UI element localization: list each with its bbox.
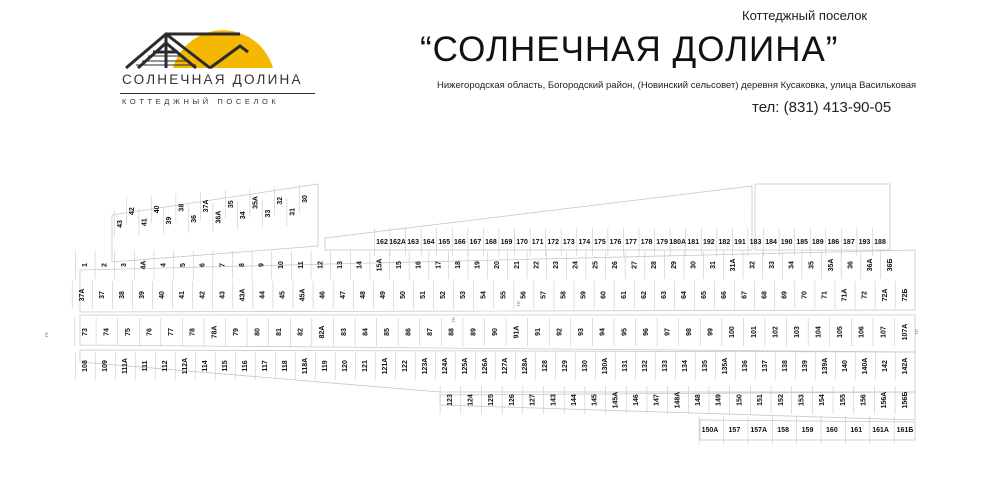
plot-label[interactable]: 34 xyxy=(240,211,248,220)
plot-label[interactable]: 109 xyxy=(101,360,109,372)
plot-label[interactable]: 145 xyxy=(591,394,599,406)
plot-label[interactable]: 39 xyxy=(139,291,147,299)
plot-label[interactable]: 94 xyxy=(599,328,607,336)
plot-label[interactable]: 121 xyxy=(361,360,369,372)
settlement-name: “СОЛНЕЧНАЯ ДОЛИНА” xyxy=(420,30,839,69)
plot-label[interactable]: 84 xyxy=(362,328,370,336)
plot-label[interactable]: 29 xyxy=(670,261,678,269)
plot-label[interactable]: 169 xyxy=(500,238,513,246)
plot-label[interactable]: 14 xyxy=(356,261,364,269)
plot-label[interactable]: 135 xyxy=(701,360,709,372)
plot-label[interactable]: 102 xyxy=(772,326,780,338)
plot-label[interactable]: 32 xyxy=(749,261,757,269)
plot-label[interactable]: 95 xyxy=(621,328,629,336)
plot-label[interactable]: 33 xyxy=(264,209,272,218)
plot-label[interactable]: 156 xyxy=(860,394,868,406)
plot-label[interactable]: 36Б xyxy=(886,258,894,272)
plot-label[interactable]: 59 xyxy=(580,291,588,299)
plot-label[interactable]: 43 xyxy=(219,291,227,299)
plot-label[interactable]: 55 xyxy=(500,291,508,299)
plot-label[interactable]: 36А xyxy=(215,210,223,224)
plot-label[interactable]: 190 xyxy=(780,238,793,246)
plot-label[interactable]: 108 xyxy=(81,360,89,372)
plot-label[interactable]: 54 xyxy=(480,291,488,299)
plot-label[interactable]: 38 xyxy=(118,291,126,299)
plot-label[interactable]: 18 xyxy=(454,261,462,269)
plot-label[interactable]: 150А xyxy=(701,426,719,434)
plot-label[interactable]: 46 xyxy=(319,291,327,299)
plot-label[interactable]: 4А xyxy=(140,260,148,270)
plot-label[interactable]: 171 xyxy=(531,238,544,246)
plot-label[interactable]: 6 xyxy=(199,263,207,267)
plot-label[interactable]: 99 xyxy=(707,328,715,336)
plot-label[interactable]: 66 xyxy=(721,291,729,299)
plot-label[interactable]: 65 xyxy=(701,291,709,299)
plot-label[interactable]: 165 xyxy=(438,238,451,246)
plot-block xyxy=(80,250,915,312)
plot-label[interactable]: 115 xyxy=(221,360,229,372)
plot-label[interactable]: 35 xyxy=(227,200,235,209)
plot-label[interactable]: 193 xyxy=(858,238,871,246)
plot-label[interactable]: 75 xyxy=(125,328,133,336)
plot-label[interactable]: 53 xyxy=(460,291,468,299)
plot-label[interactable]: 187 xyxy=(843,238,855,246)
plot-label[interactable]: 123 xyxy=(446,394,454,406)
plot-label[interactable]: 186 xyxy=(827,238,840,246)
plot-label[interactable]: 175 xyxy=(594,238,606,246)
plot-label[interactable]: 72Б xyxy=(901,288,909,302)
plot-label[interactable]: 51 xyxy=(420,291,428,299)
plot-label[interactable]: 47 xyxy=(339,291,347,299)
plot-label[interactable]: 41 xyxy=(141,218,149,227)
plot-label[interactable]: 40 xyxy=(159,291,167,299)
plot-label[interactable]: 123А xyxy=(421,357,429,375)
plot-label[interactable]: 42 xyxy=(129,207,137,216)
plot-label[interactable]: 179 xyxy=(656,238,668,246)
plot-label[interactable]: 161Б xyxy=(896,426,914,434)
plot-label[interactable]: 90 xyxy=(491,328,499,336)
plot-label[interactable]: 49 xyxy=(379,291,387,299)
plot-label[interactable]: 85 xyxy=(383,328,391,336)
contact-phone: тел: (831) 413-90-05 xyxy=(752,99,892,116)
plot-label[interactable]: 74 xyxy=(103,328,111,336)
plot-label[interactable]: 160 xyxy=(826,426,838,434)
plot-label[interactable]: 188 xyxy=(874,238,886,246)
plot-label[interactable]: 87 xyxy=(427,328,435,336)
plot-label[interactable]: 154 xyxy=(819,394,827,406)
plot-label[interactable]: 62 xyxy=(640,291,648,299)
plot-label[interactable]: 142А xyxy=(901,357,909,375)
plot-label[interactable]: 43 xyxy=(116,220,124,228)
plot-label[interactable]: 37 xyxy=(98,291,106,299)
plot-label[interactable]: 137 xyxy=(761,360,769,372)
plot-label[interactable]: 48 xyxy=(359,291,367,299)
plot-label[interactable]: 128 xyxy=(541,360,549,372)
plot-label[interactable]: 5 xyxy=(180,263,188,267)
plot-label[interactable]: 21 xyxy=(513,261,521,269)
logo-title: СОЛНЕЧНАЯ ДОЛИНА xyxy=(122,72,303,87)
plot-label[interactable]: 101 xyxy=(750,326,758,338)
plot-label[interactable]: 64 xyxy=(681,291,689,299)
plot-label[interactable]: 36 xyxy=(190,214,198,223)
plot-label[interactable]: 72 xyxy=(861,291,869,299)
plot-label[interactable]: 124А xyxy=(441,357,449,375)
plot-label[interactable]: 92 xyxy=(556,328,564,336)
plot-label[interactable]: 152 xyxy=(777,394,785,406)
plot-label[interactable]: 146 xyxy=(632,394,640,406)
plot-label[interactable]: 42 xyxy=(199,291,207,299)
plot-label[interactable]: 15 xyxy=(395,261,403,269)
transformer-label: ТП xyxy=(44,332,49,338)
plot-label[interactable]: 91А xyxy=(513,325,521,339)
plot-label[interactable]: 1 xyxy=(81,263,89,267)
plot-label[interactable]: 33 xyxy=(769,261,777,269)
plot-label[interactable]: 70 xyxy=(801,291,809,299)
plot-label[interactable]: 140А xyxy=(861,357,869,375)
plot-label[interactable]: 16 xyxy=(415,261,423,269)
plot-label[interactable]: 182 xyxy=(718,238,731,246)
plot-label[interactable]: 45А xyxy=(299,288,307,302)
plot-label[interactable]: 135А xyxy=(721,357,729,375)
plot-label[interactable]: 31 xyxy=(289,207,297,216)
transformer-label: ТП xyxy=(914,329,919,335)
settlement-type: Коттеджный поселок xyxy=(742,8,868,23)
plot-label[interactable]: 157 xyxy=(728,426,741,434)
plot-label[interactable]: 139 xyxy=(801,360,809,372)
plot-label[interactable]: 116 xyxy=(241,360,249,372)
plot-label[interactable]: 7 xyxy=(219,263,227,267)
plot-label[interactable]: 125А xyxy=(461,357,469,375)
plot-label[interactable]: 183 xyxy=(749,238,762,246)
plot-label[interactable]: 67 xyxy=(741,291,749,299)
plot-label[interactable]: 41 xyxy=(179,291,187,299)
plot-label[interactable]: 173 xyxy=(562,238,575,246)
plot-label[interactable]: 71 xyxy=(821,291,829,299)
plot-label[interactable]: 126А xyxy=(481,357,489,375)
plot-label[interactable]: 119 xyxy=(321,360,329,372)
plot-label[interactable]: 35 xyxy=(808,261,816,269)
plot-label[interactable]: 10 xyxy=(278,261,286,269)
plot-label[interactable]: 35А xyxy=(252,196,260,209)
plot-label[interactable]: 129 xyxy=(561,360,569,372)
plot-label[interactable]: 151 xyxy=(757,394,765,406)
plot-label[interactable]: 56 xyxy=(520,291,528,299)
plot-label[interactable]: 32 xyxy=(277,196,285,205)
plot-label[interactable]: 121А xyxy=(381,357,389,375)
plot-label[interactable]: 159 xyxy=(801,426,814,434)
plot-label[interactable]: 148 xyxy=(695,394,703,406)
plot-label[interactable]: 8 xyxy=(238,263,246,267)
plot-label[interactable]: 111 xyxy=(141,360,149,372)
plot-label[interactable]: 114 xyxy=(201,360,209,372)
plot-label[interactable]: 138 xyxy=(781,360,789,372)
plot-label[interactable]: 37А xyxy=(203,199,211,213)
plot-label[interactable]: 19 xyxy=(474,261,482,269)
plot-label[interactable]: 77 xyxy=(168,328,176,336)
plot-label[interactable]: 111А xyxy=(121,358,129,374)
plot-label[interactable]: 143 xyxy=(550,394,558,406)
plot-label[interactable]: 72А xyxy=(881,288,889,302)
plot-label[interactable]: 191 xyxy=(734,238,746,246)
plot-label[interactable]: 120 xyxy=(341,360,349,372)
plot-label[interactable]: 23 xyxy=(553,261,561,269)
plot-label[interactable]: 130 xyxy=(581,360,589,372)
plot-label[interactable]: 156А xyxy=(881,391,889,409)
plot-label[interactable]: 57 xyxy=(540,291,548,299)
plot-label[interactable]: 73 xyxy=(81,328,89,336)
plot-label[interactable]: 9 xyxy=(258,263,266,267)
plot-label[interactable]: 162 xyxy=(376,238,388,246)
plot-label[interactable]: 112 xyxy=(161,360,169,372)
plot-label[interactable]: 104 xyxy=(815,326,823,338)
plot-label[interactable]: 133 xyxy=(661,360,669,372)
plot-label[interactable]: 131 xyxy=(621,360,629,372)
plot-label[interactable]: 82 xyxy=(297,328,305,336)
plot-label[interactable]: 180А xyxy=(669,238,687,246)
plot-label[interactable]: 167 xyxy=(469,238,482,246)
plot-label[interactable]: 93 xyxy=(578,328,586,336)
plot-label[interactable]: 52 xyxy=(440,291,448,299)
plot-label[interactable]: 44 xyxy=(259,291,267,299)
plot-label[interactable]: 60 xyxy=(600,291,608,299)
plot-label[interactable]: 89 xyxy=(470,328,478,336)
plot-label[interactable]: 158 xyxy=(777,426,789,434)
plot-label[interactable]: 96 xyxy=(642,328,650,336)
plot-label[interactable]: 181 xyxy=(687,238,700,246)
plot-label[interactable]: 118 xyxy=(281,360,289,372)
plot-label[interactable]: 127А xyxy=(501,357,509,375)
plot-label[interactable]: 30 xyxy=(301,195,309,203)
plot-label[interactable]: 177 xyxy=(625,238,637,246)
plot-label[interactable]: 164 xyxy=(422,238,435,246)
plot-label[interactable]: 145А xyxy=(612,391,620,409)
plot-label[interactable]: 153 xyxy=(798,394,806,406)
plot-label[interactable]: 126 xyxy=(508,394,516,406)
plot-label[interactable]: 155 xyxy=(839,394,847,406)
plot-label[interactable]: 37А xyxy=(78,288,86,302)
plot-label[interactable]: 88 xyxy=(448,328,456,336)
plot-label[interactable]: 161 xyxy=(850,426,863,434)
plot-label[interactable]: 34 xyxy=(788,261,796,269)
plot-label[interactable]: 132 xyxy=(641,360,649,372)
plot-label[interactable]: 61 xyxy=(620,291,628,299)
plot-label[interactable]: 192 xyxy=(702,238,715,246)
plot-label[interactable]: 15А xyxy=(376,258,384,272)
plot-label[interactable]: 184 xyxy=(765,238,777,246)
plot-label[interactable]: 40 xyxy=(153,205,161,214)
plot-label[interactable]: 156Б xyxy=(901,391,909,409)
plot-label[interactable]: 144 xyxy=(570,394,578,406)
plot-label[interactable]: 107 xyxy=(880,326,888,338)
plot-label[interactable]: 103 xyxy=(793,326,801,338)
plot-label[interactable]: 163 xyxy=(407,238,419,246)
plot-label[interactable]: 35А xyxy=(827,258,835,272)
plot-label[interactable]: 78 xyxy=(189,328,197,336)
plot-label[interactable]: 81 xyxy=(276,328,284,336)
plot-label[interactable]: 17 xyxy=(435,261,443,269)
plot-label[interactable]: 106 xyxy=(858,326,866,338)
plot-label[interactable]: 149 xyxy=(715,394,723,406)
plot-label[interactable]: 189 xyxy=(811,238,824,246)
plot-label[interactable]: 130А xyxy=(601,357,609,375)
plot-label[interactable]: 147 xyxy=(653,394,661,406)
transformer-label: ТП xyxy=(451,317,456,323)
plot-label[interactable]: 148А xyxy=(674,391,682,409)
plot-label[interactable]: 117 xyxy=(261,360,269,372)
plot-label[interactable]: 134 xyxy=(681,360,689,372)
plot-label[interactable]: 178 xyxy=(640,238,653,246)
plot-label[interactable]: 91 xyxy=(535,328,543,336)
plot-label[interactable]: 112А xyxy=(181,357,189,375)
plot-label[interactable]: 22 xyxy=(533,261,541,269)
plot-label[interactable]: 63 xyxy=(660,291,668,299)
plot-label[interactable]: 31А xyxy=(729,258,737,272)
plot-label[interactable]: 39 xyxy=(166,216,174,225)
plot-label[interactable]: 80 xyxy=(254,328,262,336)
plot-label[interactable]: 25 xyxy=(592,261,600,269)
plot-label[interactable]: 98 xyxy=(686,328,694,336)
plot-label[interactable]: 127 xyxy=(529,394,537,406)
plot-label[interactable]: 58 xyxy=(560,291,568,299)
plot-label[interactable]: 4 xyxy=(160,263,168,267)
plot-label[interactable]: 150 xyxy=(736,394,744,406)
plot-label[interactable]: 79 xyxy=(232,328,240,336)
plot-label[interactable]: 185 xyxy=(796,238,809,246)
plot-label[interactable]: 50 xyxy=(400,291,408,299)
plot-label[interactable]: 83 xyxy=(340,328,348,336)
plot-label[interactable]: 11 xyxy=(297,261,305,269)
plot-label[interactable]: 68 xyxy=(761,291,769,299)
plot-label[interactable]: 78А xyxy=(211,325,219,339)
plot-label[interactable]: 168 xyxy=(485,238,497,246)
plot-label[interactable]: 100 xyxy=(729,326,737,338)
plot-label[interactable]: 36 xyxy=(847,261,855,269)
plot-label[interactable]: 31 xyxy=(710,261,718,269)
plot-label[interactable]: 105 xyxy=(837,326,845,338)
plot-label[interactable]: 174 xyxy=(578,238,591,246)
plot-label[interactable]: 82А xyxy=(319,325,327,339)
plot-label[interactable]: 86 xyxy=(405,328,413,336)
plot-label[interactable]: 3 xyxy=(121,263,129,267)
plot-label[interactable]: 122 xyxy=(401,360,409,372)
plot-label[interactable]: 124 xyxy=(467,394,475,406)
plot-label[interactable]: 139А xyxy=(821,357,829,375)
plot-label[interactable]: 157А xyxy=(750,426,768,434)
plot-label[interactable]: 166 xyxy=(453,238,466,246)
plot-label[interactable]: 118А xyxy=(301,357,309,375)
plot-label[interactable]: 176 xyxy=(609,238,622,246)
plot-label[interactable]: 76 xyxy=(146,328,154,336)
plot-label[interactable]: 13 xyxy=(337,261,345,269)
plot-label[interactable]: 125 xyxy=(488,394,496,406)
plot-label[interactable]: 45 xyxy=(279,291,287,299)
transformer-label: ТП xyxy=(516,301,521,307)
plot-label[interactable]: 43А xyxy=(239,288,247,302)
plot-label[interactable]: 38 xyxy=(178,203,186,212)
plot-label[interactable]: 26 xyxy=(611,261,619,269)
plot-label[interactable]: 107А xyxy=(901,323,909,341)
plot-label[interactable]: 28 xyxy=(651,261,659,269)
plot-label[interactable]: 162А xyxy=(389,238,406,246)
plot-label[interactable]: 27 xyxy=(631,261,639,269)
plot-label[interactable]: 2 xyxy=(101,263,109,267)
plot-label[interactable]: 24 xyxy=(572,261,580,269)
plot-label[interactable]: 36А xyxy=(867,258,875,272)
plot-label[interactable]: 140 xyxy=(841,360,849,372)
plot-label[interactable]: 142 xyxy=(881,360,889,372)
plot-label[interactable]: 128А xyxy=(521,357,529,375)
plot-label[interactable]: 20 xyxy=(494,261,502,269)
plot-label[interactable]: 136 xyxy=(741,360,749,372)
plot-label[interactable]: 69 xyxy=(781,291,789,299)
plot-label[interactable]: 170 xyxy=(516,238,528,246)
plot-label[interactable]: 12 xyxy=(317,261,325,269)
logo-subtitle: КОТТЕДЖНЫЙ ПОСЕЛОК xyxy=(122,97,280,106)
plot-label[interactable]: 30 xyxy=(690,261,698,269)
plot-label[interactable]: 172 xyxy=(547,238,560,246)
settlement-address: Нижегородская область, Богородский район, (Новинский сельсовет) деревня Кусаковка, улица Васильковая xyxy=(437,80,917,91)
plot-label[interactable]: 97 xyxy=(664,328,672,336)
plot-label[interactable]: 161А xyxy=(872,426,889,434)
plot-label[interactable]: 71А xyxy=(841,288,849,302)
